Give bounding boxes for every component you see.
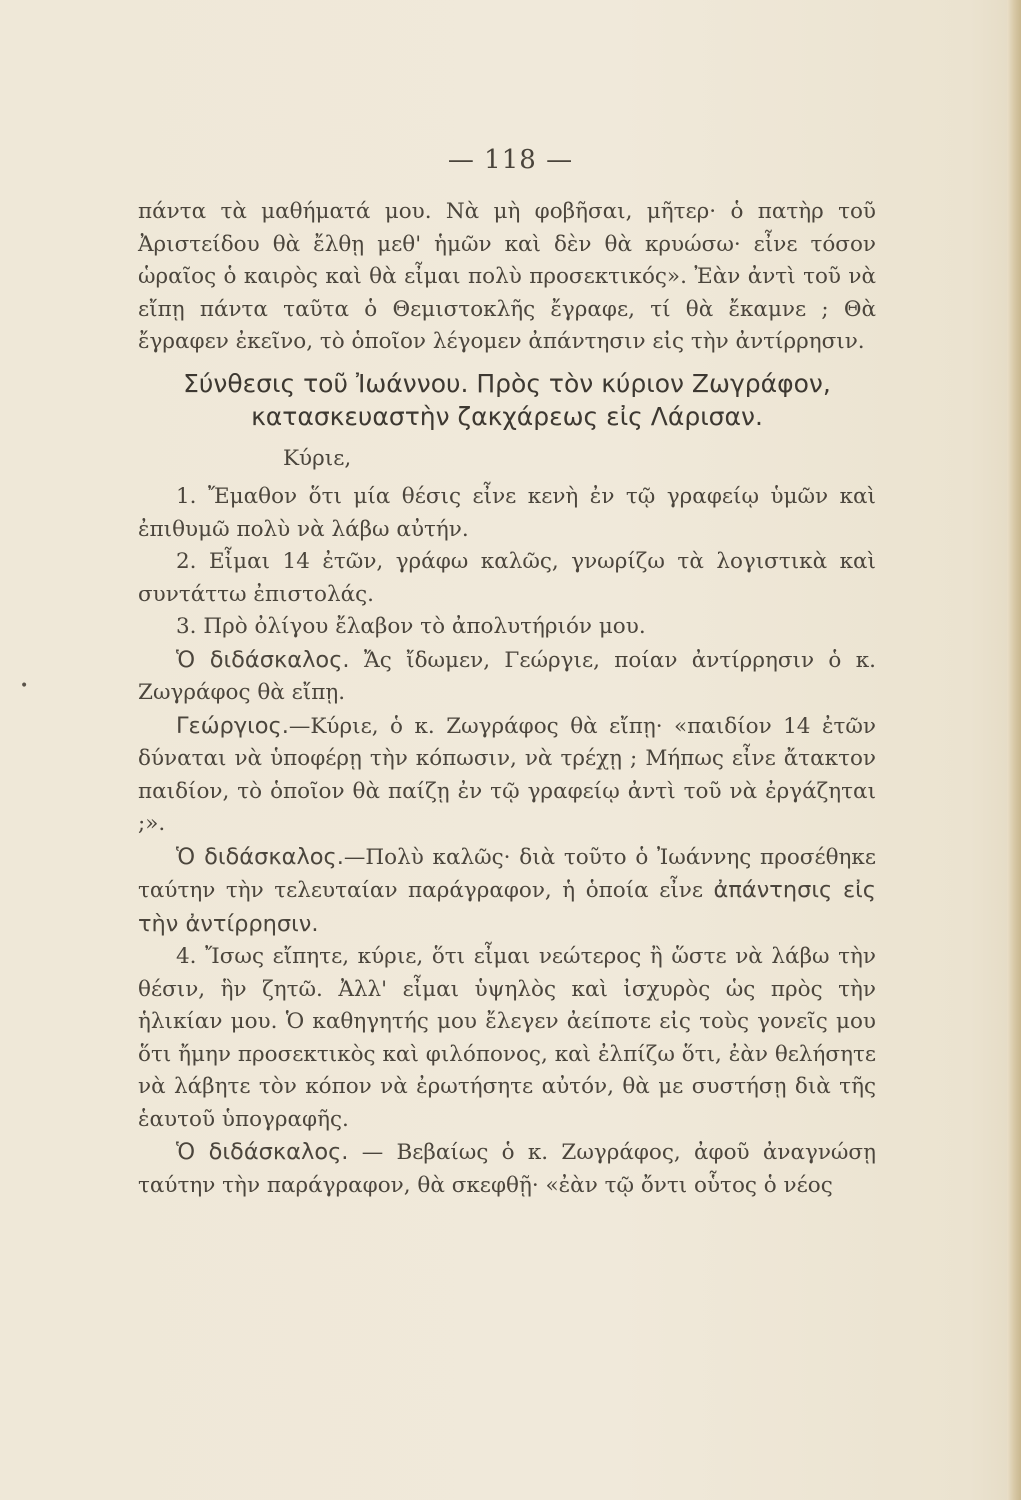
teacher-line-1 xyxy=(138,644,876,710)
george-line xyxy=(138,710,876,841)
page-number: — 118 — xyxy=(447,145,574,175)
teacher-text: Ἄς ἴδωμεν, Γεώργιε, ποίαν ἀντίρρησιν ὁ κ. Ζωγράφος θὰ εἴπῃ. xyxy=(138,647,876,705)
teacher-speaker: Ὁ διδάσκαλος. xyxy=(176,646,350,673)
teacher-term: ἀπάντησις εἰς τὴν ἀντίρρησιν. xyxy=(138,877,877,937)
intro-paragraph: πάντα τὰ μαθήματά μου. Νὰ μὴ φοβῆσαι, μῆτερ· ὁ πατὴρ τοῦ Ἀριστείδου θὰ ἔλθῃ μεθ' ἡμῶν καὶ δὲν θὰ κρυώσω· εἶνε τόσον ὡραῖος ὁ καιρὸς καὶ θὰ εἶμαι πολὺ προσεκτικός». Ἐὰν ἀντὶ τοῦ νὰ εἴπῃ πάντα ταῦτα ὁ Θεμιστοκλῆς ἔγραφε, τί θὰ ἔκαμνε ; Θὰ ἔγραφεν ἐκεῖνο, τὸ ὁποῖον λέγομεν ἀπάντησιν εἰς τὴν ἀντίρρησιν. xyxy=(138,199,876,354)
letter-point-1: 1. Ἔμαθον ὅτι μία θέσις εἶνε κενὴ ἐν τῷ γραφείῳ ὑμῶν καὶ ἐπιθυμῶ πολὺ νὰ λάβω αὐτήν. xyxy=(138,484,876,542)
teacher-text: —Πολὺ καλῶς· διὰ τοῦτο ὁ Ἰωάννης προσέθηκε ταύτην τὴν τελευταίαν παράγραφον, ἡ ὁποία εἶνε xyxy=(138,844,876,903)
closing-text: — Βεβαίως ὁ κ. Ζωγράφος, ἀφοῦ ἀναγνώσῃ ταύτην τὴν παράγραφον, θὰ σκεφθῇ· «ἐὰν τῷ ὄντι οὗτος ὁ νέος xyxy=(138,1140,876,1198)
body-text xyxy=(138,196,876,1202)
closing-speaker: Ὁ διδάσκαλος. xyxy=(176,1139,349,1165)
letter-point-4: 4. Ἴσως εἴπητε, κύριε, ὅτι εἶμαι νεώτερος ἢ ὥστε νὰ λάβω τὴν θέσιν, ἣν ζητῶ. Ἀλλ' εἶμαι ὑψηλὸς καὶ ἰσχυρὸς ὡς πρὸς τὴν ἡλικίαν μου. Ὁ καθηγητής μου ἔλεγεν ἀείποτε εἰς τοὺς γονεῖς μου ὅτι ἤμην προσεκτικὸς καὶ φιλόπονος, καὶ ἐλπίζω ὅτι, ἐὰν θελήσητε νὰ λάβητε τὸν κόπον νὰ ἐρωτήσητε αὐτόν, θὰ με συστήσῃ διὰ τῆς ἑαυτοῦ ὑπογραφῆς. xyxy=(138,944,876,1132)
composition-heading: Σύνθεσις τοῦ Ἰωάννου. Πρὸς τὸν κύριον Ζωγράφον, κατασκευαστὴν ζακχάρεως εἰς Λάρισαν. xyxy=(183,368,831,431)
george-speaker: Γεώργιος. xyxy=(176,712,289,739)
page-spine-edge xyxy=(1007,0,1021,1500)
letter-point-3: 3. Πρὸ ὀλίγου ἔλαβον τὸ ἀπολυτήριόν μου. xyxy=(176,614,646,639)
teacher-line-2 xyxy=(138,841,876,942)
margin-mark: • xyxy=(20,678,29,694)
teacher-speaker: Ὁ διδάσκαλος. xyxy=(176,843,344,870)
george-text: —Κύριε, ὁ κ. Ζωγράφος θὰ εἴπῃ· «παιδίον 14 ἐτῶν δύναται νὰ ὑποφέρῃ τὴν κόπωσιν, νὰ τρέχῃ ; Μήπως εἶνε ἄτακτον παιδίον, τὸ ὁποῖον θὰ παίζῃ ἐν τῷ γραφείῳ ἀντὶ τοῦ νὰ ἐργάζηται ;». xyxy=(138,713,876,836)
closing-line xyxy=(138,1136,876,1202)
salutation: Κύριε, xyxy=(283,445,352,471)
letter-point-2: 2. Εἶμαι 14 ἐτῶν, γράφω καλῶς, γνωρίζω τὰ λογιστικὰ καὶ συντάττω ἐπιστολάς. xyxy=(138,549,876,607)
